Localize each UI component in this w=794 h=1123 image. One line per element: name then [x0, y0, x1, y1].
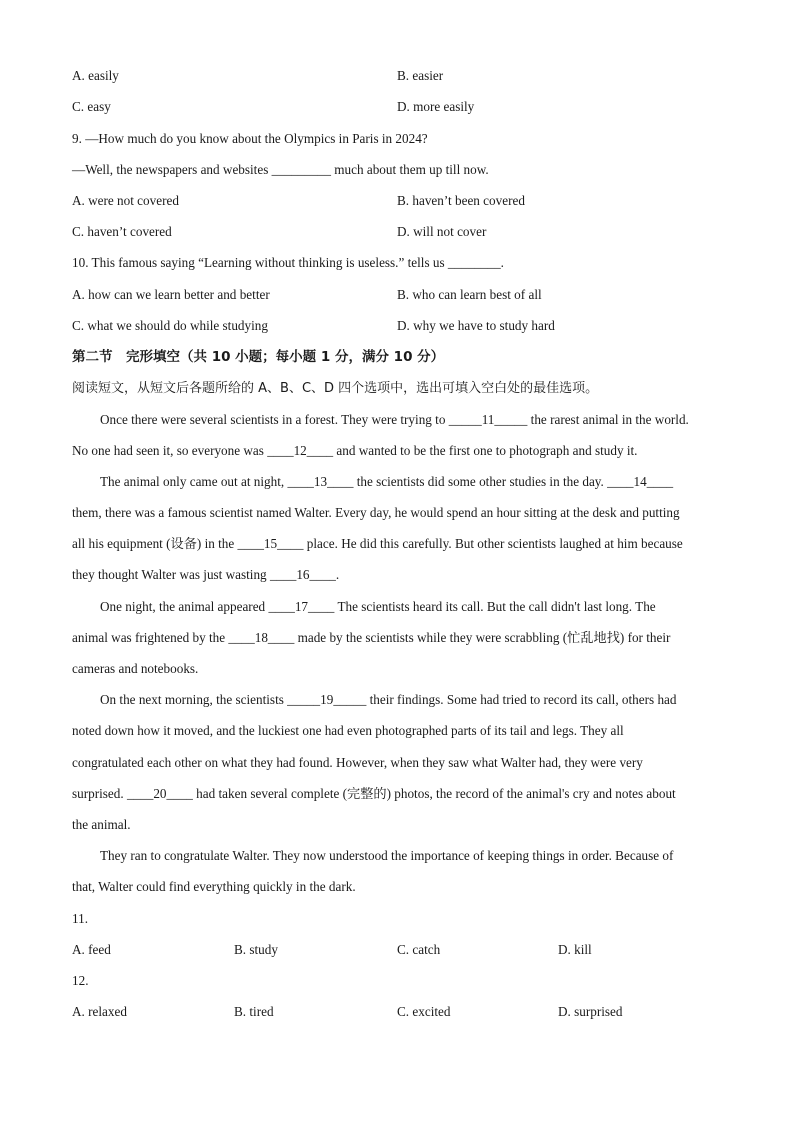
q10-option-c: C. what we should do while studying [72, 318, 268, 333]
q9-options-row-2 [72, 224, 487, 240]
passage-line: cameras and notebooks. [72, 661, 199, 676]
q12-number: 12. [72, 973, 89, 988]
q9-stem-1: 9. —How much do you know about the Olympics in Paris in 2024? [72, 131, 428, 146]
q8-options-row-1 [72, 68, 444, 84]
passage-line: surprised. ____20____ had taken several complete (完整的) photos, the record of the animal's cry and notes about [72, 786, 676, 801]
passage-line: No one had seen it, so everyone was ____12____ and wanted to be the first one to photograph and study it. [72, 443, 638, 458]
passage-line: Once there were several scientists in a forest. They were trying to _____11_____ the rarest animal in the world. [100, 412, 689, 427]
q10-option-d: D. why we have to study hard [397, 318, 555, 333]
q8-option-b: B. easier [397, 68, 444, 83]
passage-line: them, there was a famous scientist named Walter. Every day, he would spend an hour sitting at the desk and putting [72, 505, 680, 520]
q11-option-d: D. kill [558, 942, 592, 957]
q11-option-b: B. study [234, 942, 278, 957]
q8-options-row-2 [72, 99, 475, 115]
q10-options-row-1 [72, 287, 542, 303]
q10-stem: 10. This famous saying “Learning without thinking is useless.” tells us ________. [72, 255, 504, 270]
q12-option-c: C. excited [397, 1004, 451, 1019]
passage-line: that, Walter could find everything quickly in the dark. [72, 879, 356, 894]
q9-option-b: B. haven’t been covered [397, 193, 525, 208]
q9-option-c: C. haven’t covered [72, 224, 172, 239]
passage-line: The animal only came out at night, ____13____ the scientists did some other studies in the day. ____14____ [100, 474, 674, 489]
q10-option-a: A. how can we learn better and better [72, 287, 270, 302]
q10-options-row-2 [72, 318, 555, 334]
section-instruction: 阅读短文，从短文后各题所给的 A、B、C、D 四个选项中，选出可填入空白处的最佳选项。 [72, 381, 599, 396]
passage-line: noted down how it moved, and the luckiest one had even photographed parts of its tail and legs. They all [72, 723, 624, 738]
q10-option-b: B. who can learn best of all [397, 287, 542, 302]
q8-option-d: D. more easily [397, 99, 475, 114]
q11-number: 11. [72, 911, 88, 926]
passage-line: the animal. [72, 817, 131, 832]
q11-option-a: A. feed [72, 942, 111, 957]
passage-line: animal was frightened by the ____18____ made by the scientists while they were scrabbling (忙乱地找) for their [72, 630, 671, 645]
passage-line: One night, the animal appeared ____17____ The scientists heard its call. But the call didn't last long. The [100, 599, 656, 614]
q11-options-row [72, 942, 592, 958]
q9-option-d: D. will not cover [397, 224, 487, 239]
q9-option-a: A. were not covered [72, 193, 179, 208]
q9-stem-2: —Well, the newspapers and websites _________ much about them up till now. [72, 162, 489, 177]
q12-option-a: A. relaxed [72, 1004, 127, 1019]
q11-option-c: C. catch [397, 942, 441, 957]
passage-line: congratulated each other on what they had found. However, when they saw what Walter had, they were very [72, 755, 643, 770]
q12-option-b: B. tired [234, 1004, 274, 1019]
q12-option-d: D. surprised [558, 1004, 623, 1019]
q8-option-c: C. easy [72, 99, 111, 114]
section-title: 第二节 完形填空（共 10 小题；每小题 1 分，满分 10 分） [72, 349, 445, 365]
passage-line: They ran to congratulate Walter. They now understood the importance of keeping things in order. Because of [100, 848, 674, 863]
q8-option-a: A. easily [72, 68, 119, 83]
q12-options-row [72, 1004, 623, 1020]
passage-line: they thought Walter was just wasting ____16____. [72, 567, 340, 582]
passage-line: all his equipment (设备) in the ____15____ place. He did this carefully. But other scientists laughed at him because [72, 536, 683, 551]
q9-options-row-1 [72, 193, 525, 209]
passage-line: On the next morning, the scientists _____19_____ their findings. Some had tried to record its call, others had [100, 692, 677, 707]
